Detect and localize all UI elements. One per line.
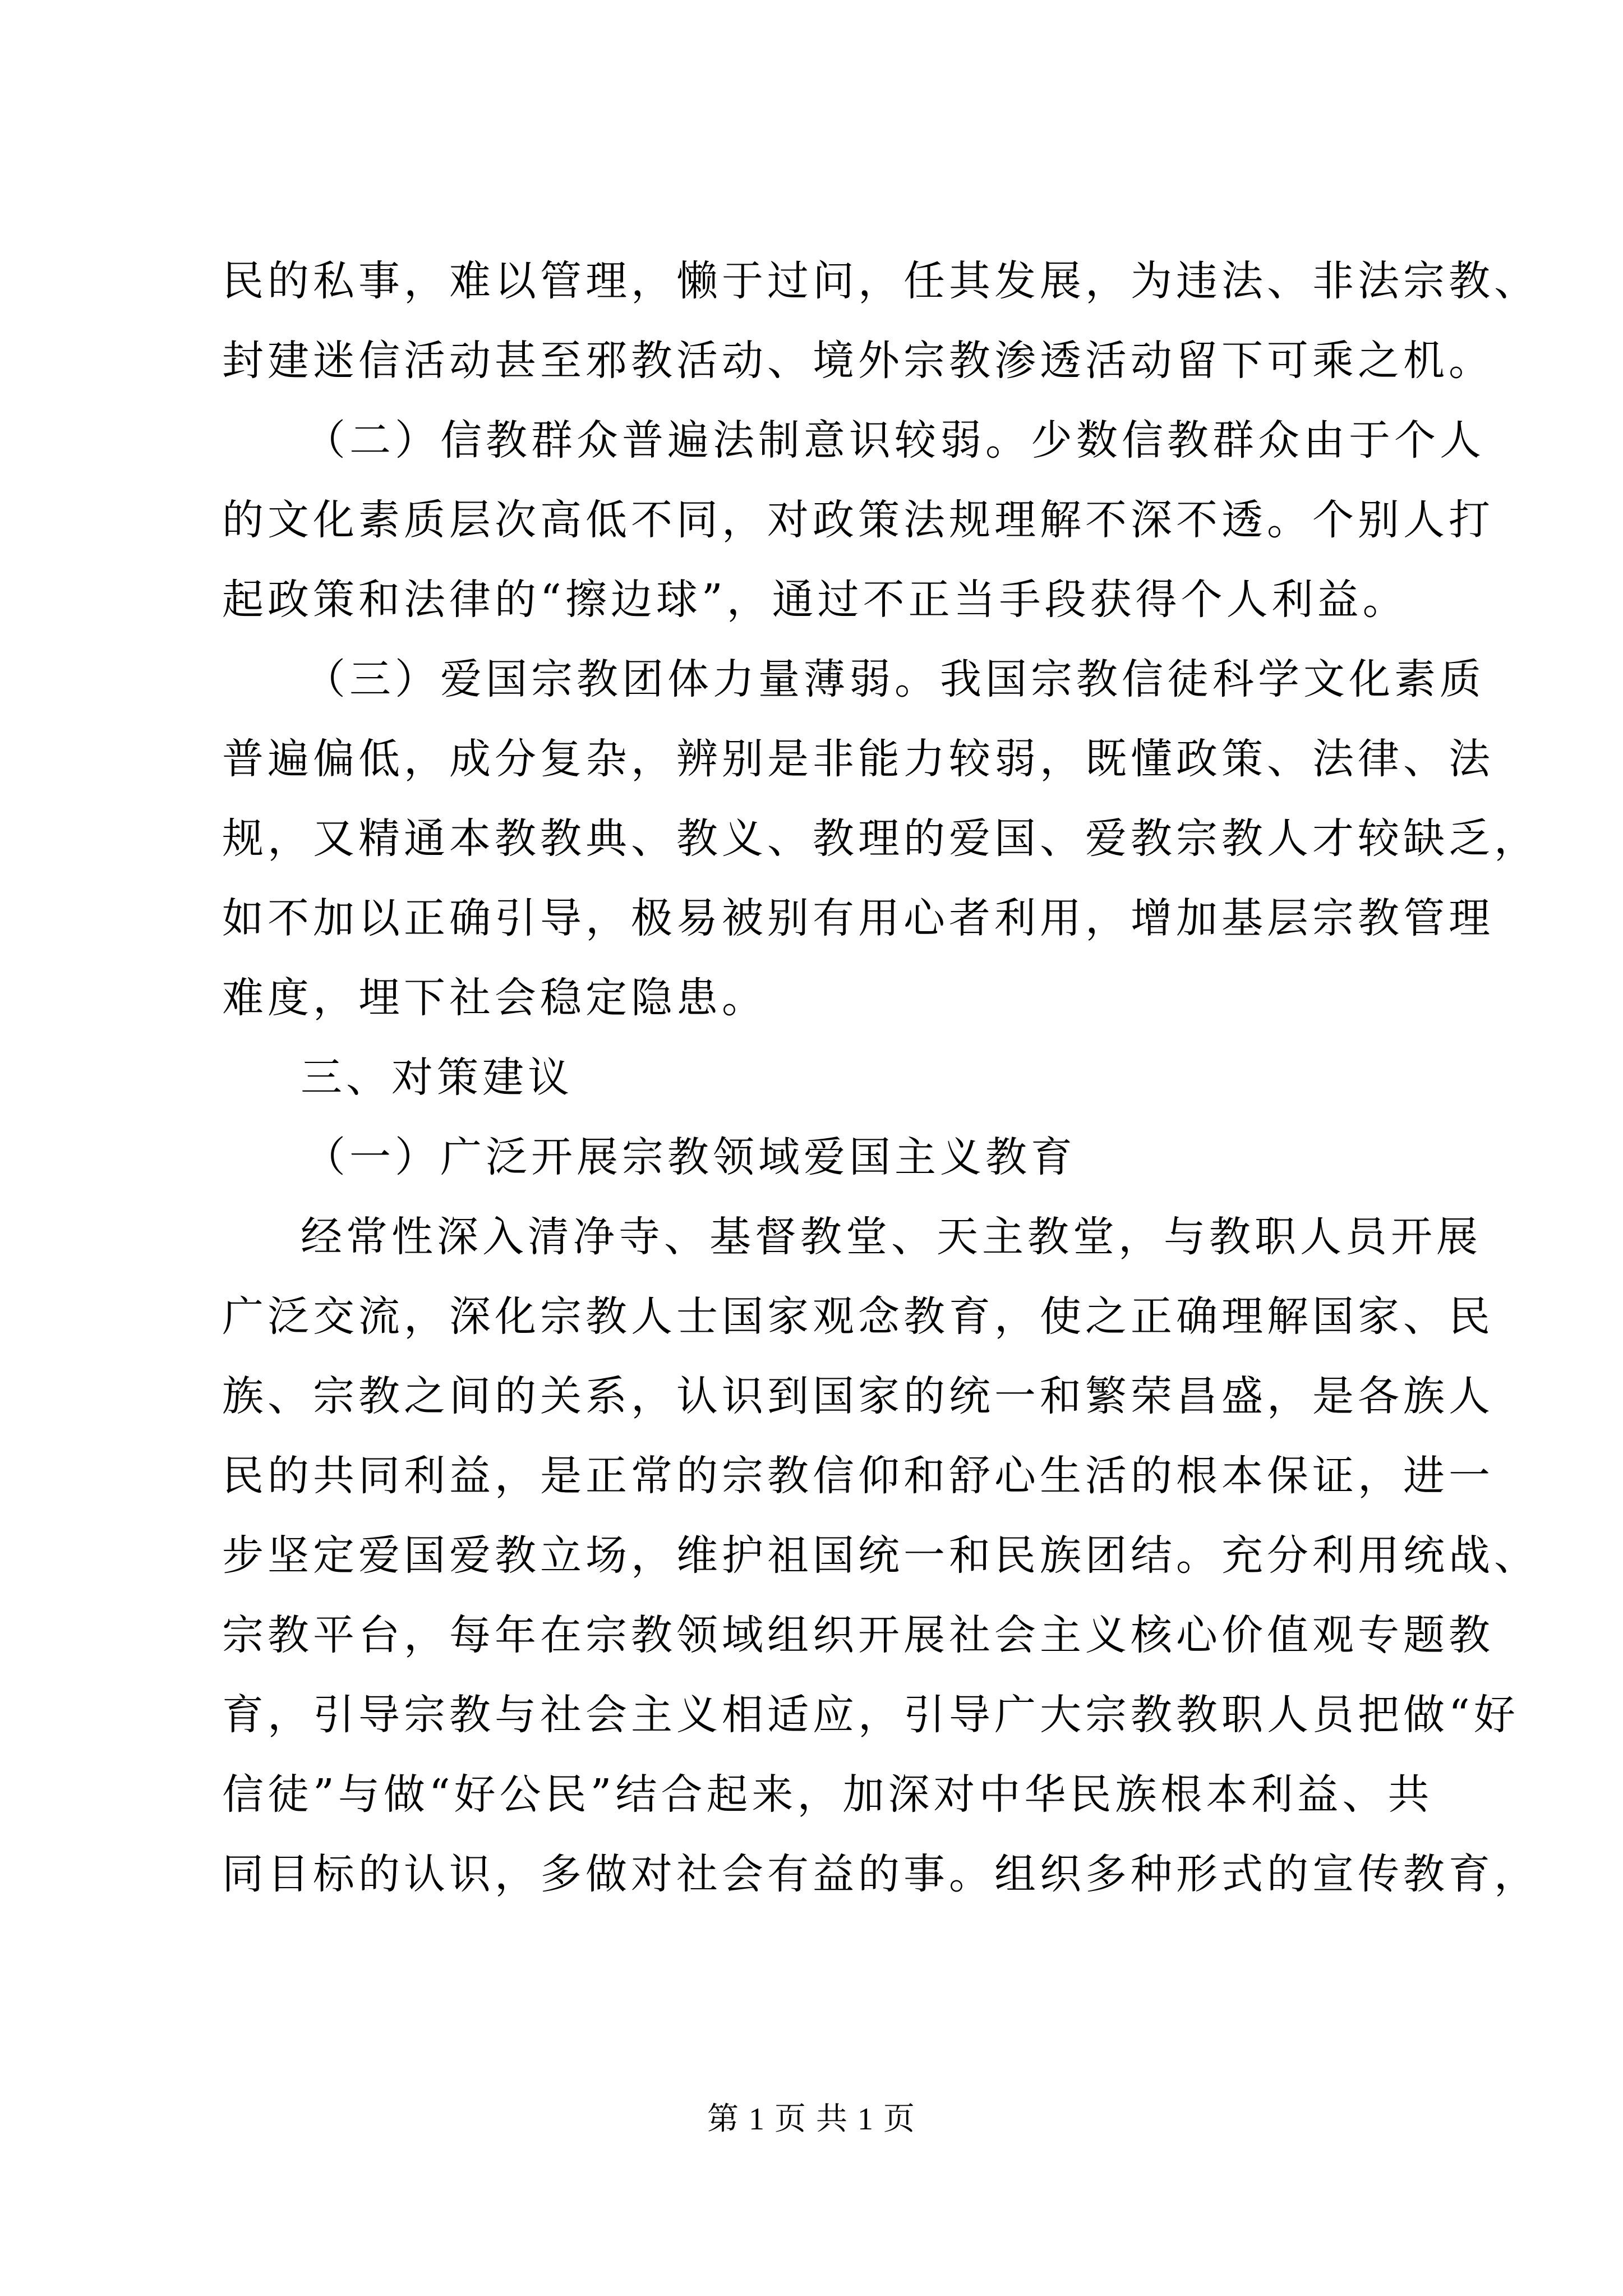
text-line: 民的共同利益，是正常的宗教信仰和舒心生活的根本保证，进一 [222,1452,1494,1500]
section-heading: 三、对策建议 [301,1053,573,1102]
page-footer [0,2097,1623,2142]
text-line: 经常性深入清净寺、基督教堂、天主教堂，与教职人员开展 [301,1213,1482,1261]
text-line: 普遍偏低，成分复杂，辨别是非能力较弱，既懂政策、法律、法 [222,735,1494,783]
text-line: 民的私事，难以管理，懒于过问，任其发展，为违法、非法宗教、 [222,257,1539,305]
text-line: 的文化素质层次高低不同，对政策法规理解不深不透。个别人打 [222,496,1494,544]
text-line: 封建迷信活动甚至邪教活动、境外宗教渗透活动留下可乘之机。 [222,337,1494,385]
text-line: 育，引导宗教与社会主义相适应，引导广大宗教教职人员把做“好 [222,1691,1519,1739]
text-line: （三）爱国宗教团体力量薄弱。我国宗教信徒科学文化素质 [304,655,1485,703]
text-line: 步坚定爱国爱教立场，维护祖国统一和民族团结。充分利用统战、 [222,1531,1539,1580]
text-line: 同目标的认识，多做对社会有益的事。组织多种形式的宣传教育， [222,1850,1539,1898]
document-body [222,241,1539,1914]
page-number: 第 1 页 共 1 页 [707,2102,916,2137]
text-line: 起政策和法律的“擦边球”，通过不正当手段获得个人利益。 [222,576,1408,624]
text-line: 规，又精通本教教典、教义、教理的爱国、爱教宗教人才较缺乏， [222,815,1539,863]
text-line: 宗教平台，每年在宗教领域组织开展社会主义核心价值观专题教 [222,1611,1494,1659]
text-line: 广泛交流，深化宗教人士国家观念教育，使之正确理解国家、民 [222,1292,1494,1341]
text-line: 族、宗教之间的关系，认识到国家的统一和繁荣昌盛，是各族人 [222,1372,1494,1420]
text-line: （二）信教群众普遍法制意识较弱。少数信教群众由于个人 [304,416,1485,464]
subsection-heading: （一）广泛开展宗教领域爱国主义教育 [304,1133,1076,1181]
text-line: 难度，埋下社会稳定隐患。 [222,974,767,1022]
text-line: 如不加以正确引导，极易被别有用心者利用，增加基层宗教管理 [222,894,1494,942]
text-line: 信徒”与做“好公民”结合起来，加深对中华民族根本利益、共 [222,1770,1433,1819]
